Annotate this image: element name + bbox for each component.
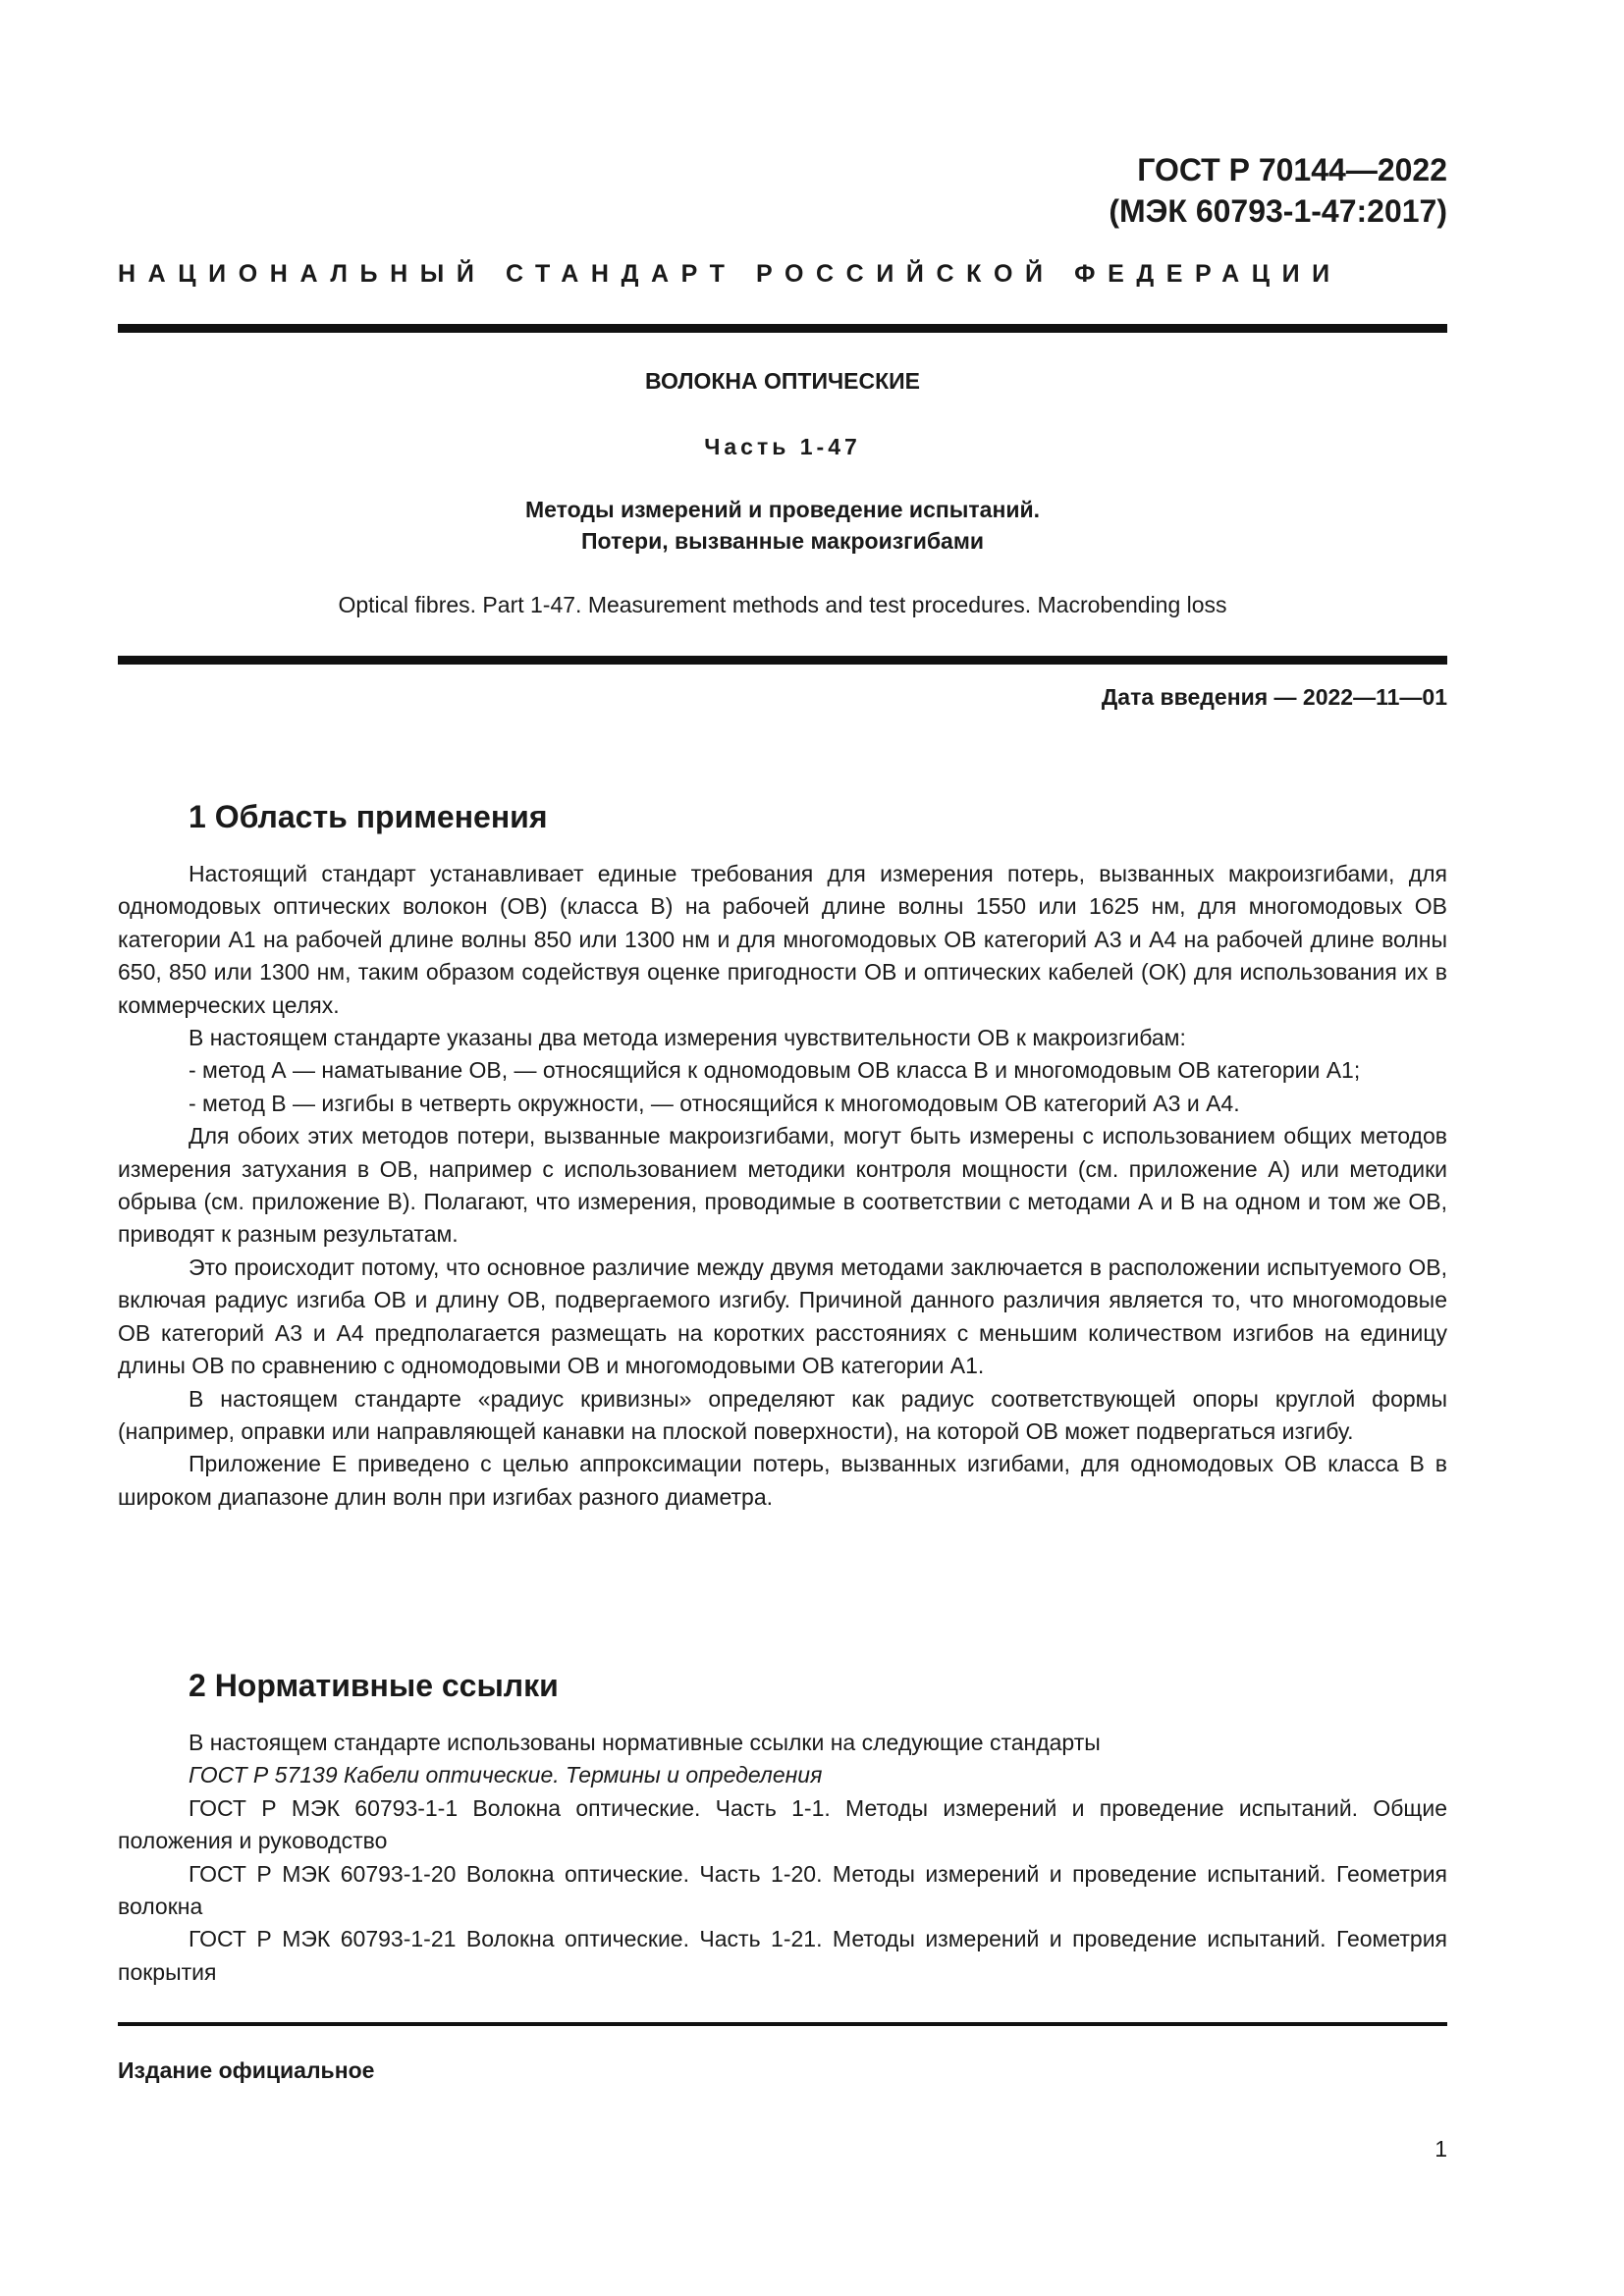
paragraph: В настоящем стандарте «радиус кривизны» определяют как радиус соответствующей опоры круглой формы (например, оправки или направляющей канавки на плоской поверхности), на которой ОВ может подвергаться изгибу. — [118, 1385, 1447, 1444]
paragraph: Для обоих этих методов потери, вызванные макроизгибами, могут быть измерены с использованием общих методов измерения затухания в ОВ, например с использованием методики контроля мощности (см. приложение А) или методики обрыва (см. приложение В). Полагают, что измерения, проводимые в соответствии с методами А и В на одном и том же ОВ, приводят к разным результатам. — [118, 1123, 1447, 1248]
national-standard-banner: НАЦИОНАЛЬНЫЙ СТАНДАРТ РОССИЙСКОЙ ФЕДЕРАЦИИ — [118, 260, 1342, 288]
section-1-body — [118, 858, 1447, 1514]
reference-item: ГОСТ Р МЭК 60793-1-21 Волокна оптические. Часть 1-21. Методы измерений и проведение испытаний. Геометрия покрытия — [118, 1926, 1447, 1985]
document-subtitle — [118, 494, 1447, 557]
document-title: ВОЛОКНА ОПТИЧЕСКИЕ — [644, 368, 921, 394]
footer-rule — [118, 2022, 1447, 2026]
paragraph: В настоящем стандарте использованы нормативные ссылки на следующие стандарты — [189, 1730, 1101, 1755]
page-number: 1 — [1435, 2136, 1447, 2162]
subtitle-line-1: Методы измерений и проведение испытаний. — [524, 497, 1041, 522]
header-rule — [118, 324, 1447, 333]
paragraph: Настоящий стандарт устанавливает единые требования для измерения потерь, вызванных макроизгибами, для одномодовых оптических волокон (ОВ) (класса В) на рабочей длине волны 1550 или 1625 нм, для многомодовых ОВ категории А1 на рабочей длине волны 850 или 1300 нм и для многомодовых ОВ категорий А3 и А4 на рабочей длине волны 650, 850 или 1300 нм, таким образом содействуя оценке пригодности ОВ и оптических кабелей (ОК) для использования их в коммерческих целях. — [118, 861, 1447, 1018]
paragraph: Приложение Е приведено с целью аппроксимации потерь, вызванных изгибами, для одномодовых ОВ класса В в широком диапазоне длин волн при изгибах разного диаметра. — [118, 1451, 1447, 1510]
document-part: Часть 1-47 — [704, 434, 861, 459]
standard-code: ГОСТ Р 70144—2022 — [1137, 152, 1447, 187]
section-2-body — [118, 1727, 1447, 1989]
standard-code-block — [1109, 149, 1447, 232]
paragraph: В настоящем стандарте указаны два метода измерения чувствительности ОВ к макроизгибам: — [189, 1025, 1186, 1051]
section-2-heading: 2 Нормативные ссылки — [189, 1668, 559, 1703]
title-rule — [118, 656, 1447, 665]
official-edition-label: Издание официальное — [118, 2057, 375, 2083]
reference-item: ГОСТ Р 57139 Кабели оптические. Термины и определения — [189, 1762, 823, 1789]
list-item: - метод В — изгибы в четверть окружности, — относящийся к многомодовым ОВ категорий А3 и А4. — [189, 1090, 1240, 1116]
introduction-date: Дата введения — 2022—11—01 — [1101, 684, 1447, 710]
english-title: Optical fibres. Part 1-47. Measurement methods and test procedures. Macrobending loss — [338, 592, 1227, 617]
paragraph: Это происходит потому, что основное различие между двумя методами заключается в расположении испытуемого ОВ, включая радиус изгиба ОВ и длину ОВ, подвергаемого изгибу. Причиной данного различия является то, что многомодовые ОВ категорий А3 и А4 предполагается размещать на коротких расстояниях с меньшим количеством изгибов на единицу длины ОВ по сравнению с одномодовыми ОВ и многомодовыми ОВ категории А1. — [118, 1254, 1447, 1379]
iec-code: (МЭК 60793-1-47:2017) — [1109, 193, 1447, 229]
section-1-heading: 1 Область применения — [189, 799, 548, 834]
reference-item: ГОСТ Р МЭК 60793-1-1 Волокна оптические. Часть 1-1. Методы измерений и проведение испытаний. Общие положения и руководство — [118, 1794, 1447, 1854]
list-item: - метод А — наматывание ОВ, — относящийся к одномодовым ОВ класса В и многомодовым ОВ категории А1; — [189, 1057, 1361, 1084]
reference-item: ГОСТ Р МЭК 60793-1-20 Волокна оптические. Часть 1-20. Методы измерений и проведение испытаний. Геометрия волокна — [118, 1860, 1447, 1920]
subtitle-line-2: Потери, вызванные макроизгибами — [580, 528, 985, 554]
